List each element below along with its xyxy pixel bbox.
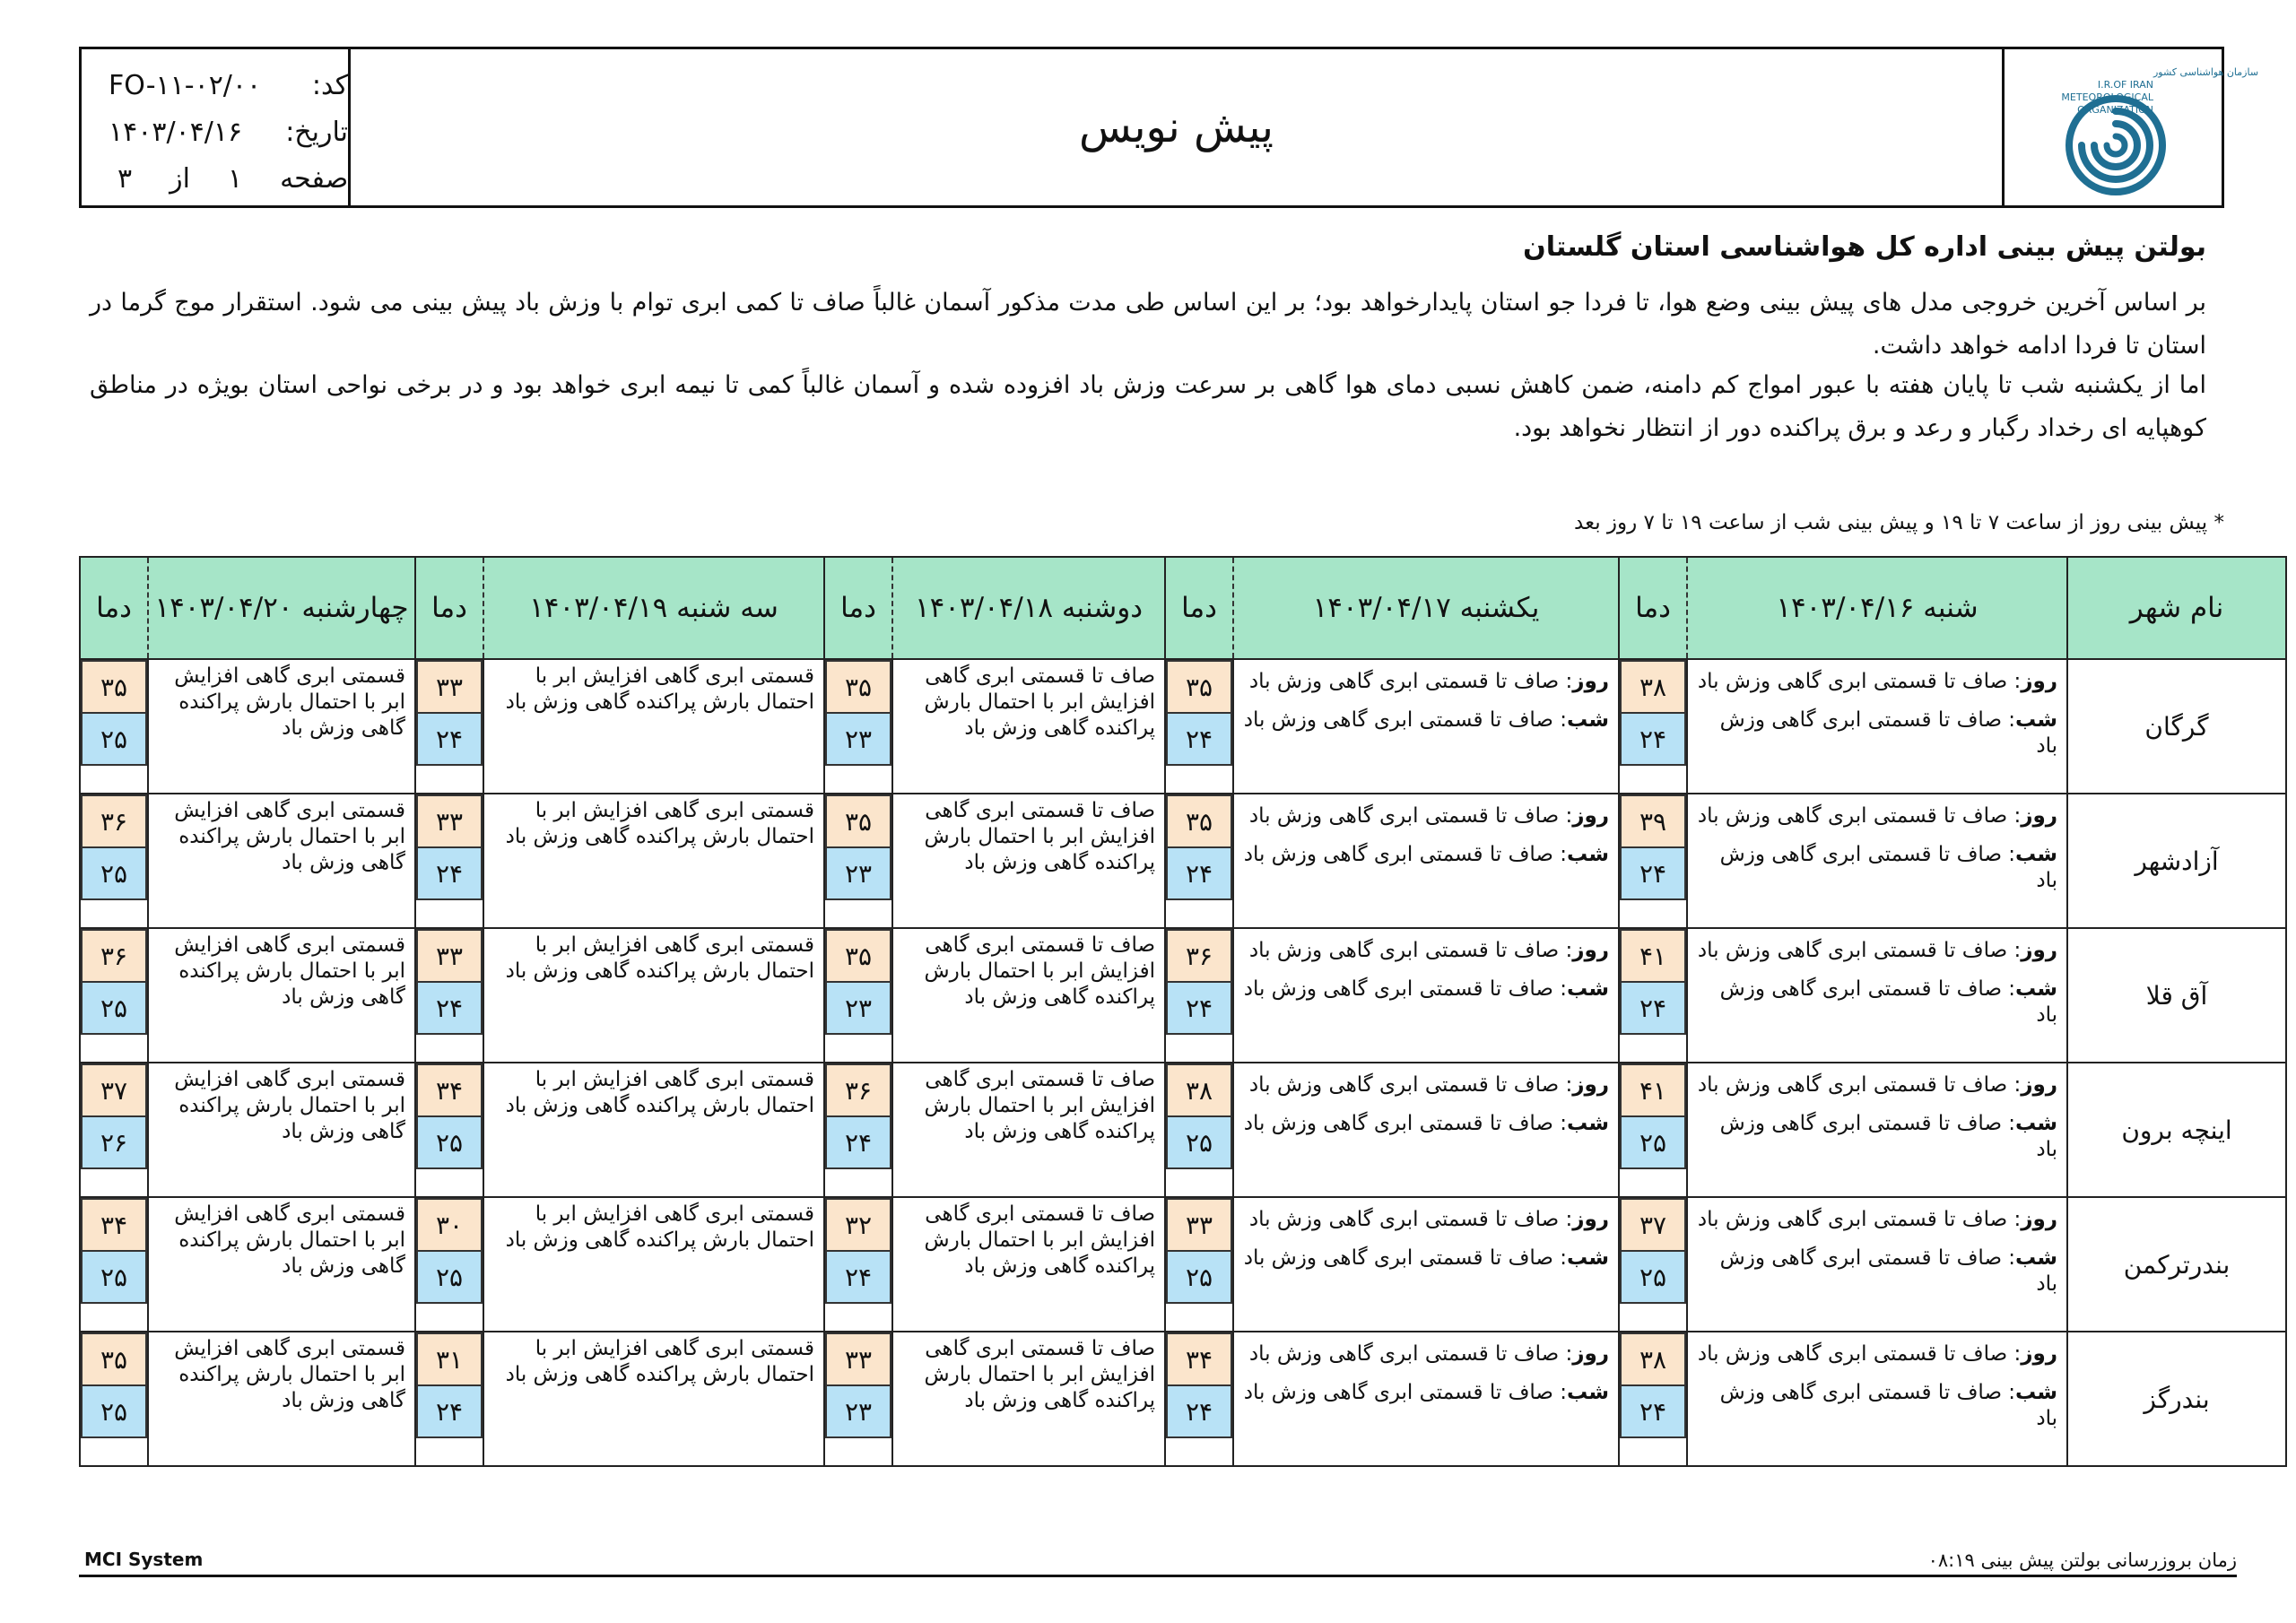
max-temperature: ۳۴: [416, 1063, 483, 1117]
forecast-description: [1233, 1197, 1619, 1332]
min-temperature: ۲۴: [416, 981, 483, 1035]
max-temperature: ۳۵: [1166, 660, 1232, 714]
max-temperature: ۳۶: [1166, 929, 1232, 983]
forecast-text: قسمتی ابری گاهی افزایش ابر با احتمال بارش پراکنده گاهی وزش باد: [505, 933, 814, 983]
forecast-table: [79, 556, 2287, 1467]
min-temperature: ۲۳: [825, 1384, 891, 1438]
forecast-description: [1233, 1063, 1619, 1197]
day-forecast: [1239, 1341, 1609, 1367]
day-column-header: شنبه ۱۴۰۳/۰۴/۱۶: [1687, 557, 2067, 659]
forecast-description: [1687, 794, 2067, 928]
temperature-cell: [1165, 1197, 1233, 1332]
forecast-text: قسمتی ابری گاهی افزایش ابر با احتمال بارش پراکنده گاهی وزش باد: [505, 1337, 814, 1386]
temperature-cell: [415, 1063, 483, 1197]
day-forecast-text: : صاف تا قسمتی ابری گاهی وزش باد: [1697, 939, 2022, 962]
temp-column-header: دما: [80, 557, 148, 659]
min-temperature: ۲۳: [825, 981, 891, 1035]
day-label: روز: [2021, 670, 2057, 693]
day-forecast: [1239, 669, 1609, 695]
min-temperature: ۲۵: [1166, 1250, 1232, 1304]
temperature-cell: [80, 659, 148, 794]
forecast-description: [892, 1197, 1165, 1332]
forecast-description: [1687, 928, 2067, 1063]
night-forecast-text: : صاف تا قسمتی ابری گاهی وزش باد: [1243, 1381, 1568, 1404]
forecast-description: [483, 1197, 824, 1332]
day-label: روز: [2021, 1208, 2057, 1231]
max-temperature: ۳۵: [825, 929, 891, 983]
forecast-description: [892, 928, 1165, 1063]
temp-column-header: دما: [415, 557, 483, 659]
max-temperature: ۳۴: [1166, 1332, 1232, 1386]
city-name: آق قلا: [2067, 928, 2286, 1063]
night-label: شب: [1567, 1112, 1609, 1135]
temp-column-header: دما: [1619, 557, 1687, 659]
night-label: شب: [1567, 843, 1609, 866]
forecast-description: [483, 928, 824, 1063]
forecast-description: [892, 659, 1165, 794]
max-temperature: ۳۶: [81, 929, 147, 983]
min-temperature: ۲۵: [81, 712, 147, 766]
forecast-text: صاف تا قسمتی ابری گاهی افزایش ابر با احتمال بارش پراکنده گاهی وزش باد: [924, 664, 1155, 740]
temperature-cell: [415, 928, 483, 1063]
document-meta: [82, 49, 351, 205]
forecast-description: [483, 1063, 824, 1197]
min-temperature: ۲۶: [81, 1115, 147, 1169]
temperature-cell: [1619, 1197, 1687, 1332]
max-temperature: ۳۷: [81, 1063, 147, 1117]
date-value: ۱۴۰۳/۰۴/۱۶: [109, 116, 243, 148]
table-header-row: [80, 557, 2286, 659]
page-of-label: از: [170, 162, 190, 195]
min-temperature: ۲۴: [1620, 981, 1686, 1035]
max-temperature: ۳۷: [1620, 1198, 1686, 1252]
forecast-description: [892, 794, 1165, 928]
forecast-table-body: [80, 659, 2286, 1466]
temp-column-header: دما: [824, 557, 892, 659]
max-temperature: ۳۳: [825, 1332, 891, 1386]
forecast-text: صاف تا قسمتی ابری گاهی افزایش ابر با احتمال بارش پراکنده گاهی وزش باد: [924, 933, 1155, 1009]
forecast-description: [483, 794, 824, 928]
table-row: [80, 1063, 2286, 1197]
day-forecast: [1693, 1341, 2057, 1367]
min-temperature: ۲۵: [416, 1115, 483, 1169]
night-forecast: [1693, 842, 2057, 894]
night-forecast-text: : صاف تا قسمتی ابری گاهی وزش باد: [1719, 708, 2057, 758]
min-temperature: ۲۴: [1166, 1384, 1232, 1438]
temperature-cell: [1619, 1063, 1687, 1197]
day-forecast-text: : صاف تا قسمتی ابری گاهی وزش باد: [1697, 804, 2022, 828]
meteorological-logo-icon: [2019, 56, 2259, 199]
table-row: [80, 659, 2286, 794]
day-label: روز: [1572, 939, 1609, 962]
night-forecast-text: : صاف تا قسمتی ابری گاهی وزش باد: [1719, 977, 2057, 1027]
day-forecast: [1693, 1207, 2057, 1233]
table-row: [80, 1332, 2286, 1466]
forecast-paragraph-1: بر اساس آخرین خروجی مدل های پیش بینی وضع هوا، تا فردا جو استان پایدارخواهد بود؛ بر این اساس طی مدت مذکور آسمان غالباً صاف تا کمی ابری توام با وزش باد پیش بینی می شود. استقرار موج گرما در استان تا فردا ادامه خواهد داشت.: [90, 289, 2206, 360]
forecast-description: [148, 1063, 415, 1197]
forecast-text: قسمتی ابری گاهی افزایش ابر با احتمال بارش پراکنده گاهی وزش باد: [505, 664, 814, 714]
night-forecast-text: : صاف تا قسمتی ابری گاهی وزش باد: [1243, 1246, 1568, 1270]
forecast-description: [892, 1332, 1165, 1466]
forecast-description: [483, 659, 824, 794]
max-temperature: ۳۸: [1620, 660, 1686, 714]
city-name: گرگان: [2067, 659, 2286, 794]
max-temperature: ۳۸: [1620, 1332, 1686, 1386]
night-forecast-text: : صاف تا قسمتی ابری گاهی وزش باد: [1719, 1246, 2057, 1296]
night-label: شب: [1567, 1246, 1609, 1270]
forecast-text: قسمتی ابری گاهی افزایش ابر با احتمال بارش پراکنده گاهی وزش باد: [174, 1068, 405, 1143]
max-temperature: ۳۵: [825, 660, 891, 714]
temperature-cell: [1165, 928, 1233, 1063]
min-temperature: ۲۵: [81, 1384, 147, 1438]
temperature-cell: [1165, 794, 1233, 928]
night-label: شب: [1567, 708, 1609, 732]
max-temperature: ۳۳: [416, 929, 483, 983]
night-forecast-text: : صاف تا قسمتی ابری گاهی وزش باد: [1719, 1381, 2057, 1430]
day-forecast: [1693, 1072, 2057, 1098]
night-label: شب: [2015, 843, 2057, 866]
day-forecast: [1239, 1207, 1609, 1233]
temperature-cell: [824, 1197, 892, 1332]
document-title: پیش نویس: [1079, 102, 1274, 152]
night-forecast: [1693, 1380, 2057, 1432]
max-temperature: ۳۱: [416, 1332, 483, 1386]
night-forecast: [1239, 976, 1609, 1002]
min-temperature: ۲۴: [416, 712, 483, 766]
logo-en-line1: I.R.OF IRAN: [2097, 79, 2153, 91]
temperature-cell: [80, 1332, 148, 1466]
temperature-cell: [1619, 659, 1687, 794]
max-temperature: ۳۲: [825, 1198, 891, 1252]
day-label: روز: [1572, 1208, 1609, 1231]
max-temperature: ۳۴: [81, 1198, 147, 1252]
min-temperature: ۲۴: [1620, 712, 1686, 766]
min-temperature: ۲۴: [416, 1384, 483, 1438]
night-label: شب: [1567, 1381, 1609, 1404]
max-temperature: ۳۰: [416, 1198, 483, 1252]
forecast-text: قسمتی ابری گاهی افزایش ابر با احتمال بارش پراکنده گاهی وزش باد: [174, 664, 405, 740]
forecast-description: [892, 1063, 1165, 1197]
temperature-cell: [824, 659, 892, 794]
forecast-description: [1687, 659, 2067, 794]
day-column-header: چهارشنبه ۱۴۰۳/۰۴/۲۰: [148, 557, 415, 659]
max-temperature: ۳۸: [1166, 1063, 1232, 1117]
forecast-description: [483, 1332, 824, 1466]
night-forecast-text: : صاف تا قسمتی ابری گاهی وزش باد: [1243, 843, 1568, 866]
forecast-text: قسمتی ابری گاهی افزایش ابر با احتمال بارش پراکنده گاهی وزش باد: [505, 1068, 814, 1117]
footer-update-time: زمان بروزرسانی بولتن پیش بینی ۰۸:۱۹: [1927, 1549, 2237, 1571]
temperature-cell: [1619, 1332, 1687, 1466]
forecast-description: [148, 794, 415, 928]
temperature-cell: [1619, 928, 1687, 1063]
city-name: آزادشهر: [2067, 794, 2286, 928]
night-label: شب: [2015, 708, 2057, 732]
forecast-description: [148, 1332, 415, 1466]
min-temperature: ۲۵: [1166, 1115, 1232, 1169]
date-label: تاریخ:: [285, 116, 348, 148]
night-forecast: [1239, 842, 1609, 868]
day-forecast-text: : صاف تا قسمتی ابری گاهی وزش باد: [1248, 939, 1573, 962]
day-forecast-text: : صاف تا قسمتی ابری گاهی وزش باد: [1248, 1342, 1573, 1366]
day-label: روز: [1572, 804, 1609, 828]
code-value: FO-۱۱-۰۲/۰۰: [109, 69, 262, 101]
min-temperature: ۲۴: [825, 1250, 891, 1304]
min-temperature: ۲۳: [825, 846, 891, 900]
max-temperature: ۴۱: [1620, 929, 1686, 983]
city-name: اینچه برون: [2067, 1063, 2286, 1197]
temperature-cell: [1165, 1063, 1233, 1197]
forecast-description: [1233, 1332, 1619, 1466]
forecast-description: [1687, 1197, 2067, 1332]
forecast-description: [1687, 1332, 2067, 1466]
forecast-description: [148, 659, 415, 794]
forecast-text: صاف تا قسمتی ابری گاهی افزایش ابر با احتمال بارش پراکنده گاهی وزش باد: [924, 799, 1155, 874]
logo-en-line3: ORGANIZATION: [2077, 104, 2153, 116]
page-label: صفحه: [280, 162, 349, 195]
min-temperature: ۲۵: [1620, 1115, 1686, 1169]
min-temperature: ۲۴: [1166, 712, 1232, 766]
temperature-cell: [80, 794, 148, 928]
day-forecast: [1239, 938, 1609, 964]
temperature-cell: [1165, 659, 1233, 794]
temperature-cell: [415, 1197, 483, 1332]
night-label: شب: [1567, 977, 1609, 1001]
footer-system-name: MCI System: [84, 1549, 204, 1570]
night-label: شب: [2015, 977, 2057, 1001]
min-temperature: ۲۴: [1166, 846, 1232, 900]
night-label: شب: [2015, 1246, 2057, 1270]
forecast-description: [148, 928, 415, 1063]
logo-fa-text: سازمان هواشناسی کشور: [2153, 66, 2259, 78]
forecast-description: [1687, 1063, 2067, 1197]
temperature-cell: [80, 1197, 148, 1332]
day-label: روز: [2021, 1342, 2057, 1366]
forecast-time-note: * پیش بینی روز از ساعت ۷ تا ۱۹ و پیش بینی شب از ساعت ۱۹ تا ۷ روز بعد: [1574, 511, 2224, 534]
max-temperature: ۳۵: [81, 1332, 147, 1386]
forecast-description: [1233, 928, 1619, 1063]
forecast-text: قسمتی ابری گاهی افزایش ابر با احتمال بارش پراکنده گاهی وزش باد: [505, 799, 814, 848]
night-label: شب: [2015, 1112, 2057, 1135]
temperature-cell: [1619, 794, 1687, 928]
max-temperature: ۳۶: [825, 1063, 891, 1117]
min-temperature: ۲۵: [81, 1250, 147, 1304]
night-forecast-text: : صاف تا قسمتی ابری گاهی وزش باد: [1243, 977, 1568, 1001]
max-temperature: ۳۳: [416, 660, 483, 714]
temperature-cell: [824, 928, 892, 1063]
temperature-cell: [1165, 1332, 1233, 1466]
max-temperature: ۳۵: [81, 660, 147, 714]
city-column-header: نام شهر: [2067, 557, 2286, 659]
night-forecast-text: : صاف تا قسمتی ابری گاهی وزش باد: [1719, 843, 2057, 892]
max-temperature: ۴۱: [1620, 1063, 1686, 1117]
max-temperature: ۳۹: [1620, 794, 1686, 848]
max-temperature: ۳۵: [825, 794, 891, 848]
night-label: شب: [2015, 1381, 2057, 1404]
night-forecast: [1693, 707, 2057, 759]
night-forecast: [1239, 1245, 1609, 1271]
day-column-header: سه شنبه ۱۴۰۳/۰۴/۱۹: [483, 557, 824, 659]
forecast-text: قسمتی ابری گاهی افزایش ابر با احتمال بارش پراکنده گاهی وزش باد: [174, 799, 405, 874]
forecast-description: [1233, 659, 1619, 794]
temperature-cell: [80, 928, 148, 1063]
min-temperature: ۲۴: [1166, 981, 1232, 1035]
min-temperature: ۲۴: [416, 846, 483, 900]
day-forecast-text: : صاف تا قسمتی ابری گاهی وزش باد: [1697, 1073, 2022, 1097]
forecast-text: صاف تا قسمتی ابری گاهی افزایش ابر با احتمال بارش پراکنده گاهی وزش باد: [924, 1337, 1155, 1412]
temperature-cell: [824, 794, 892, 928]
night-forecast: [1693, 1111, 2057, 1163]
min-temperature: ۲۳: [825, 712, 891, 766]
code-label: کد:: [311, 69, 348, 101]
min-temperature: ۲۴: [825, 1115, 891, 1169]
forecast-text: قسمتی ابری گاهی افزایش ابر با احتمال بارش پراکنده گاهی وزش باد: [174, 1337, 405, 1412]
day-label: روز: [1572, 1073, 1609, 1097]
day-forecast-text: : صاف تا قسمتی ابری گاهی وزش باد: [1248, 670, 1573, 693]
document-header: [79, 47, 2259, 208]
temperature-cell: [824, 1063, 892, 1197]
night-forecast: [1693, 1245, 2057, 1298]
table-row: [80, 928, 2286, 1063]
day-forecast-text: : صاف تا قسمتی ابری گاهی وزش باد: [1697, 670, 2022, 693]
min-temperature: ۲۴: [1620, 1384, 1686, 1438]
forecast-description: [1233, 794, 1619, 928]
forecast-description: [148, 1197, 415, 1332]
day-label: روز: [1572, 670, 1609, 693]
min-temperature: ۲۵: [81, 981, 147, 1035]
min-temperature: ۲۴: [1620, 846, 1686, 900]
temperature-cell: [415, 794, 483, 928]
bulletin-heading: بولتن پیش بینی اداره کل هواشناسی استان گلستان: [1523, 231, 2206, 263]
day-column-header: یکشنبه ۱۴۰۳/۰۴/۱۷: [1233, 557, 1619, 659]
night-forecast: [1693, 976, 2057, 1028]
day-label: روز: [2021, 804, 2057, 828]
night-forecast: [1239, 1380, 1609, 1406]
forecast-text: صاف تا قسمتی ابری گاهی افزایش ابر با احتمال بارش پراکنده گاهی وزش باد: [924, 1068, 1155, 1143]
forecast-text: قسمتی ابری گاهی افزایش ابر با احتمال بارش پراکنده گاهی وزش باد: [174, 933, 405, 1009]
day-forecast-text: : صاف تا قسمتی ابری گاهی وزش باد: [1697, 1208, 2022, 1231]
min-temperature: ۲۵: [1620, 1250, 1686, 1304]
page-indicator: [82, 163, 348, 195]
min-temperature: ۲۵: [416, 1250, 483, 1304]
day-forecast-text: : صاف تا قسمتی ابری گاهی وزش باد: [1248, 1208, 1573, 1231]
temp-column-header: دما: [1165, 557, 1233, 659]
organization-logo: [2002, 49, 2259, 205]
temperature-cell: [415, 659, 483, 794]
table-row: [80, 794, 2286, 928]
day-forecast-text: : صاف تا قسمتی ابری گاهی وزش باد: [1248, 804, 1573, 828]
forecast-text: قسمتی ابری گاهی افزایش ابر با احتمال بارش پراکنده گاهی وزش باد: [174, 1202, 405, 1278]
night-forecast-text: : صاف تا قسمتی ابری گاهی وزش باد: [1719, 1112, 2057, 1161]
day-forecast: [1239, 1072, 1609, 1098]
day-forecast: [1693, 669, 2057, 695]
day-forecast-text: : صاف تا قسمتی ابری گاهی وزش باد: [1697, 1342, 2022, 1366]
page-number: ۱: [227, 162, 243, 195]
night-forecast: [1239, 1111, 1609, 1137]
page-total: ۳: [117, 162, 133, 195]
temperature-cell: [824, 1332, 892, 1466]
temperature-cell: [80, 1063, 148, 1197]
min-temperature: ۲۵: [81, 846, 147, 900]
max-temperature: ۳۳: [1166, 1198, 1232, 1252]
day-column-header: دوشنبه ۱۴۰۳/۰۴/۱۸: [892, 557, 1165, 659]
forecast-text: قسمتی ابری گاهی افزایش ابر با احتمال بارش پراکنده گاهی وزش باد: [505, 1202, 814, 1252]
city-name: بندرگز: [2067, 1332, 2286, 1466]
night-forecast-text: : صاف تا قسمتی ابری گاهی وزش باد: [1243, 1112, 1568, 1135]
night-forecast: [1239, 707, 1609, 733]
max-temperature: ۳۶: [81, 794, 147, 848]
temperature-cell: [415, 1332, 483, 1466]
logo-en-line2: METEOROLOGICAL: [2061, 91, 2153, 103]
max-temperature: ۳۳: [416, 794, 483, 848]
city-name: بندرترکمن: [2067, 1197, 2286, 1332]
forecast-paragraph-2: اما از یکشنبه شب تا پایان هفته با عبور امواج کم دامنه، ضمن کاهش نسبی دمای هوا گاهی بر سرعت وزش باد افزوده شده و آسمان غالباً کمی تا نیمه ابری خواهد بود و در برخی نواحی استان بویژه در مناطق کوهپایه ای رخداد رگبار و رعد و برق پراکنده دور از انتظار نخواهد بود.: [90, 371, 2206, 442]
day-forecast: [1693, 803, 2057, 829]
night-forecast-text: : صاف تا قسمتی ابری گاهی وزش باد: [1243, 708, 1568, 732]
footer-divider: [79, 1575, 2237, 1577]
day-label: روز: [1572, 1342, 1609, 1366]
day-forecast: [1693, 938, 2057, 964]
day-forecast: [1239, 803, 1609, 829]
day-label: روز: [2021, 939, 2057, 962]
day-label: روز: [2021, 1073, 2057, 1097]
table-row: [80, 1197, 2286, 1332]
day-forecast-text: : صاف تا قسمتی ابری گاهی وزش باد: [1248, 1073, 1573, 1097]
forecast-text: صاف تا قسمتی ابری گاهی افزایش ابر با احتمال بارش پراکنده گاهی وزش باد: [924, 1202, 1155, 1278]
max-temperature: ۳۵: [1166, 794, 1232, 848]
